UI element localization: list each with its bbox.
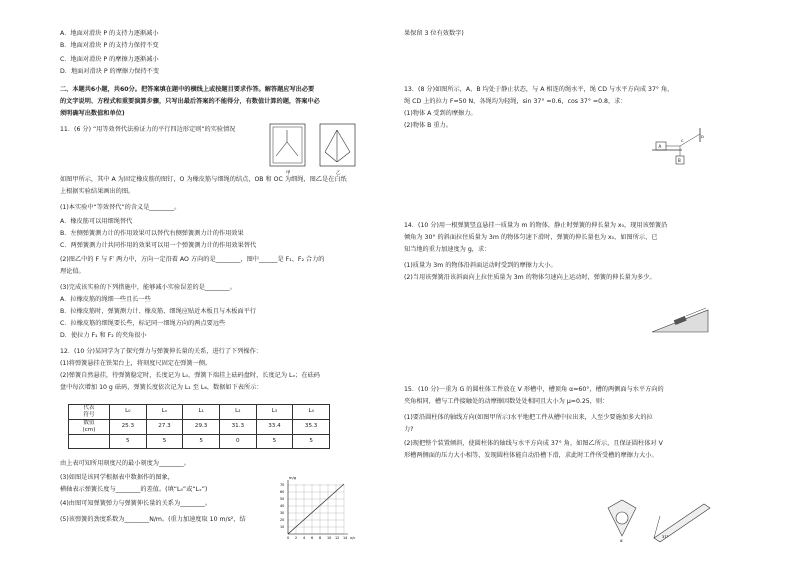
table-value-b: 5	[293, 434, 330, 448]
q14-figure	[650, 306, 710, 336]
left-text-line: 理论值。	[60, 268, 85, 275]
table-header-label-2: 符号	[83, 411, 95, 418]
table-symbol: Lₓ	[146, 405, 183, 420]
table-value: 27.3	[146, 419, 183, 434]
table-value: 25.3	[110, 419, 147, 434]
left-text-line: (2)图乙中的 F 与 F′ 两力中，方向一定沿着 AO 方向的是________，图中______是 F₁、F₂ 合力的	[60, 256, 325, 263]
table-value-b: 0	[219, 434, 256, 448]
left-text-line: 须明确写出数值和单位)	[60, 110, 125, 117]
table-value: 35.3	[293, 419, 330, 434]
x-tick: 10	[327, 536, 332, 540]
right-text-line: (1)物体 A 受到的摩擦力。	[404, 110, 477, 117]
left-text-line: D．使拉力 F₁ 和 F₂ 的夹角很小	[60, 332, 147, 339]
table-symbol: L₄	[293, 405, 330, 420]
graph-ylabel: m/g	[289, 476, 296, 480]
right-text-line: 果保留 3 位有效数字)	[404, 30, 464, 37]
x-tick: 0	[287, 536, 290, 540]
left-text-line: D．地面对滑块 P 的摩擦力保持不变	[60, 68, 160, 75]
right-text-line: (2)物体 B 重力。	[404, 122, 452, 129]
y-tick: 60	[280, 490, 285, 494]
left-text-line: 的文字说明、方程式和重要演算步骤，只写出最后答案的不能得分，有数值计算的题，答案中必	[60, 98, 320, 105]
table-row-label-2: (cm)	[82, 426, 96, 433]
fig-label-yi: 乙	[336, 171, 341, 176]
x-tick: 8	[319, 536, 322, 540]
right-text-line: (1)质量为 3m 的物体沿斜面运动时受到的摩擦力大小。	[404, 262, 557, 269]
table-header-label-1: 代表	[83, 405, 95, 411]
q13-figure	[652, 128, 714, 168]
table-value: 31.3	[219, 419, 256, 434]
left-text-line: B．左侧弹簧测力计的作用效果可以替代右侧弹簧测力计的作用效果	[60, 230, 244, 237]
left-text-line: A．橡皮筋可以用细绳替代	[60, 218, 133, 225]
left-text-line: 如图甲所示，其中 A 为固定橡皮筋的图钉，O 为橡皮筋与细绳的结点，OB 和 OC 为细绳，图乙是在白纸	[60, 176, 347, 183]
right-text-line: 13．(8 分)如图所示，A、B 均处于静止状态，与 A 相连的绳水平，绳 CD 与水平方向成 37° 角，	[404, 86, 674, 93]
left-text-line: 由上表可知所用刻度尺的最小刻度为________。	[60, 460, 190, 467]
left-text-line: (1)将弹簧悬挂在铁架台上，将刻度尺固定在弹簧一侧。	[60, 360, 212, 367]
right-text-line: 知当地的重力加速度为 g，求：	[404, 246, 491, 253]
left-text-line: C．地面对滑块 P 的摩擦力逐渐减小	[60, 56, 159, 63]
left-text-line: 12．(10 分)某同学为了探究弹力与弹簧伸长量的关系，进行了下列操作：	[60, 348, 262, 355]
label-c: C	[681, 139, 684, 143]
left-text-line: 上根据实验结果画出的图。	[60, 188, 135, 195]
label-37: 37°	[662, 535, 669, 539]
y-tick: 10	[280, 525, 285, 529]
y-tick: 70	[280, 483, 285, 487]
x-tick: 12	[335, 536, 340, 540]
y-tick: 20	[280, 518, 285, 522]
table-row-label-1: 数值	[83, 419, 95, 426]
left-text-line: C．拉橡皮筋的细绳要长些，标记同一细绳方向的两点要远些	[60, 320, 226, 327]
right-text-line: 夹角相同，槽与工件接触处的动摩擦因数处处相同且大小为 μ=0.25，则：	[404, 398, 609, 405]
label-b: B	[678, 158, 681, 163]
table-symbol: L₀	[110, 405, 147, 420]
left-text-line: B．拉橡皮筋时，弹簧测力计、橡皮筋、细绳应贴近木板且与木板面平行	[60, 308, 257, 315]
left-text-line: 横轴表示弹簧长度与________的差值。(填“L₀”或“Lₓ”)	[60, 486, 208, 493]
left-text-line: A．拉橡皮筋的绳细一些且长一些	[60, 296, 151, 303]
table-value: 29.3	[183, 419, 220, 434]
label-alpha: α	[620, 538, 623, 543]
table-value-b: 5	[110, 434, 147, 448]
data-line	[288, 484, 344, 534]
left-text-line: B．地面对滑块 P 的支持力保持不变	[60, 42, 159, 49]
right-text-line: 倾角为 30° 的斜面拉住质量为 3m 的物体匀速下滑时，弹簧的伸长量也为 x₀，如图所示，已	[404, 234, 658, 241]
label-a: A	[658, 144, 662, 149]
left-text-line: A．地面对滑块 P 的支持力逐渐减小	[60, 30, 159, 37]
left-text-line: 11．(6 分) “用等效替代法验证力的平行四边形定则”的实验情况	[60, 126, 236, 133]
left-text-line: 二、本题共6小题，共60分。把答案填在题中的横线上或按题目要求作答。解答题应写出必要	[60, 86, 315, 93]
right-text-line: (1)要沿圆柱体的轴线方向(如图甲所示)水平地把工件从槽中拉出来，人至少要施加多大的拉	[404, 414, 653, 421]
fig-label-jia: 甲	[286, 171, 291, 176]
table-symbol: L₂	[219, 405, 256, 420]
left-text-line: (4)由图可知弹簧弹力与弹簧伸长量的关系为________。	[60, 500, 212, 507]
y-tick: 30	[280, 511, 285, 515]
table-symbol: L₁	[183, 405, 220, 420]
right-text-line: 力?	[404, 426, 414, 433]
q11-figure	[270, 122, 360, 176]
left-text-line: C．两弹簧测力计共同作用的效果可以用一个弹簧测力计的作用效果替代	[60, 242, 257, 249]
left-text-line: (2)弹簧自然悬挂，待弹簧稳定时，长度记为 L₀，弹簧下端挂上砝码盘时，长度记为 Lₓ；在砝码	[60, 372, 320, 379]
spring-data-table	[68, 404, 330, 449]
left-text-line: (1)本实验中“等效替代”的含义是________。	[60, 204, 181, 211]
right-text-line: 14．(10 分)用一根弹簧竖直悬挂一质量为 m 的物体，静止时弹簧的伸长量为 x₀，现用该弹簧沿	[404, 222, 668, 229]
table-value-b: 5	[256, 434, 293, 448]
x-tick: 2	[295, 536, 298, 540]
label-d: D	[701, 135, 704, 139]
right-text-line: 15．(10 分)一重为 G 的圆柱体工件放在 V 形槽中，槽顶角 α=60°，槽的两侧面与水平方向的	[404, 386, 664, 393]
table-symbol: L₃	[256, 405, 293, 420]
x-tick: 4	[303, 536, 306, 540]
x-tick: 6	[311, 536, 314, 540]
spring-graph	[278, 476, 356, 542]
graph-xlabel: x/c	[350, 536, 356, 540]
right-text-line: 形槽两侧面的压力大小相等，发现圆柱体能自动沿槽下滑，求此时工件所受槽的摩擦力大小。	[404, 452, 658, 459]
table-value: 33.4	[256, 419, 293, 434]
left-text-line: (3)如图是该同学根据表中数据作的图象，	[60, 474, 174, 481]
q15-figure	[604, 496, 714, 546]
x-tick: 14	[343, 536, 348, 540]
y-tick: 50	[280, 497, 285, 501]
right-text-line: (2)当用该弹簧沿该斜面向上拉住质量为 3m 的物体匀速向上运动时，弹簧的伸长量为多少。	[404, 274, 656, 281]
left-text-line: (3)完成该实验的下列措施中，能够减小实验误差的是________。	[60, 284, 236, 291]
left-text-line: 盘中每次增加 10 g 砝码，弹簧长度依次记为 L₁ 至 L₆，数据如下表所示：	[60, 384, 263, 391]
table-value-b: 5	[146, 434, 183, 448]
right-text-line: 绳 CD 上的拉力 F=50 N，各绳均为轻绳，sin 37° =0.6，cos 37° =0.8，求：	[404, 98, 627, 105]
left-text-line: (5)该弹簧的劲度系数为________N/m。(重力加速度取 10 m/s²，结	[60, 516, 246, 523]
table-value-b: 5	[183, 434, 220, 448]
right-text-line: (2)现把整个装置倾斜，使圆柱体的轴线与水平方向成 37° 角，如图乙所示，且保证圆柱体对 V	[404, 440, 663, 447]
y-tick: 40	[280, 504, 285, 508]
